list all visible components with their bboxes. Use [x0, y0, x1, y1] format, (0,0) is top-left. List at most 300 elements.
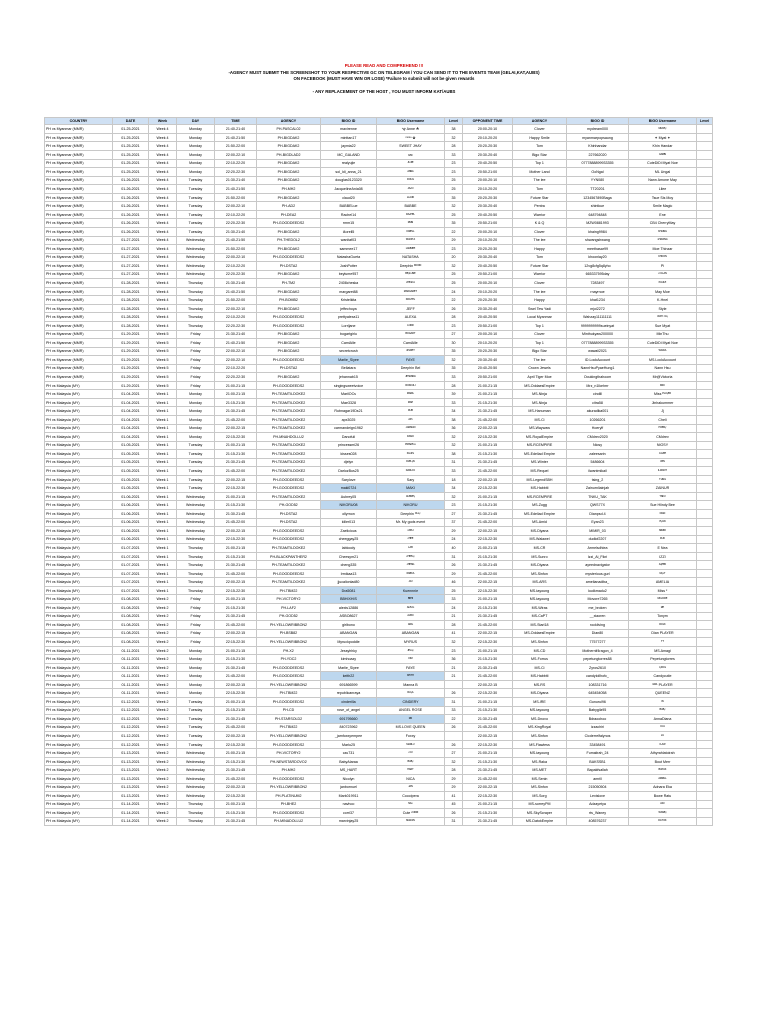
table-cell: khat1234: [567, 296, 629, 305]
table-cell: PH-BIGDAK2: [257, 347, 321, 356]
table-row: [45, 185, 713, 194]
table-cell: 20:50-21:00: [463, 321, 513, 330]
table-cell: Monday: [177, 390, 215, 399]
table-cell: [697, 552, 713, 561]
table-cell: PH vs Malaysia (MY): [45, 629, 113, 638]
table-cell: realyujie: [321, 159, 377, 168]
table-cell: PH vs Myanmar (MMR): [45, 253, 113, 262]
table-row: [45, 698, 713, 707]
table-cell: Week 2: [149, 774, 177, 783]
table-cell: 01-13-2021: [113, 774, 149, 783]
table-cell: Irmikaa13: [321, 569, 377, 578]
table-cell: Week 4: [149, 219, 177, 228]
table-row: [45, 535, 713, 544]
table-cell: PH-BIGDAK2: [257, 287, 321, 296]
table-cell: Friday: [177, 629, 215, 638]
table-cell: MIMIR_03: [567, 527, 629, 536]
table-cell: Hoerylf: [567, 424, 629, 433]
table-cell: Bapakfsallah: [567, 766, 629, 775]
table-row: [45, 783, 713, 792]
table-cell: 01-04-2021: [113, 415, 149, 424]
column-header: BIGO Username: [629, 118, 697, 125]
table-cell: killer013: [321, 518, 377, 527]
table-row: [45, 381, 713, 390]
table-cell: [445, 680, 463, 689]
table-cell: 01-08-2021: [113, 612, 149, 621]
table-cell: 24: [445, 287, 463, 296]
table-cell: PH-GOODDEEDS2: [257, 672, 321, 681]
table-cell: [697, 817, 713, 826]
table-cell: MS-Sunro: [513, 552, 567, 561]
table-cell: Week 2: [149, 672, 177, 681]
table-cell: zaleesarin: [567, 450, 629, 459]
table-cell: ᴹᴬᴿᴵᴸ: [377, 390, 445, 399]
table-cell: MS-Diyana: [513, 689, 567, 698]
table-cell: bogartgirlu: [321, 330, 377, 339]
table-cell: MS-Sorg: [513, 792, 567, 801]
table-cell: MS-tayoung: [513, 595, 567, 604]
table-cell: PH vs Malaysia (MY): [45, 467, 113, 476]
table-cell: ᴶᴱˢˢᵞ: [377, 646, 445, 655]
table-cell: PH-AD2: [257, 202, 321, 211]
table-cell: Pentra: [513, 202, 567, 211]
table-cell: Week 1: [149, 415, 177, 424]
table-cell: princessmi26: [321, 441, 377, 450]
table-cell: 21:00-21:15: [215, 595, 257, 604]
table-cell: Babygilz95: [567, 706, 629, 715]
table-cell: Tuesday: [177, 202, 215, 211]
table-cell: ᴷᴱᴵᵀᴴ: [377, 672, 445, 681]
table-cell: [697, 629, 713, 638]
table-cell: 9999999999sueinyat: [567, 321, 629, 330]
table-cell: DarlozBus25: [321, 467, 377, 476]
table-cell: 20:00-20:10: [463, 330, 513, 339]
table-cell: Khinhandar: [567, 142, 629, 151]
table-cell: E Nea: [629, 544, 697, 553]
table-cell: PH-PLATINUM2: [257, 792, 321, 801]
table-cell: Wednesday: [177, 245, 215, 254]
table-cell: 26: [445, 304, 463, 313]
table-cell: [697, 732, 713, 741]
table-cell: ᶻᴬᴱᴸᴵ: [377, 527, 445, 536]
table-cell: PH vs Malaysia (MY): [45, 398, 113, 407]
table-cell: ᴵᴿᴹᴵᴷᴬ: [377, 569, 445, 578]
table-cell: [697, 706, 713, 715]
table-cell: MS-RoyalEmpire: [513, 433, 567, 442]
table-cell: 32: [445, 441, 463, 450]
table-cell: PH vs Malaysia (MY): [45, 578, 113, 587]
table-cell: jehannab15: [321, 373, 377, 382]
table-cell: 38: [445, 125, 463, 134]
table-cell: 21:45-22:00: [463, 518, 513, 527]
table-cell: The lee: [513, 176, 567, 185]
table-cell: Monday: [177, 415, 215, 424]
table-cell: 7283497: [567, 279, 629, 288]
table-cell: 22:10-22:20: [215, 364, 257, 373]
table-cell: ᴰᴼᵁᴳ: [377, 176, 445, 185]
table-row: [45, 655, 713, 664]
table-cell: 29: [445, 783, 463, 792]
table-row: [45, 159, 713, 168]
table-cell: ᴹᵞˢᵀ: [629, 569, 697, 578]
table-cell: 20:20-20:30: [463, 245, 513, 254]
table-cell: ᴸᴼᴿᴿ: [377, 321, 445, 330]
table-cell: Nann Hsu: [629, 364, 697, 373]
table-cell: PH-TEAMTILDOKE2: [257, 458, 321, 467]
table-cell: PH-BIGDAK2: [257, 245, 321, 254]
table-cell: 648794848: [567, 210, 629, 219]
table-row: [45, 279, 713, 288]
table-cell: [697, 612, 713, 621]
table-cell: Week 4: [149, 227, 177, 236]
table-cell: 691866599: [321, 680, 377, 689]
table-cell: ✦ Myat ✦: [629, 133, 697, 142]
table-cell: 20: [445, 253, 463, 262]
table-cell: PH vs Malaysia (MY): [45, 749, 113, 758]
table-cell: ᴬᴺᴺᴬ: [377, 168, 445, 177]
table-cell: PH-STARSOLD2: [257, 715, 321, 724]
table-cell: ᶜᴴᴱᴺᴳ: [377, 561, 445, 570]
table-cell: Week 1: [149, 544, 177, 553]
table-cell: dudlof2207: [567, 535, 629, 544]
table-cell: Jinhakummer: [629, 398, 697, 407]
table-cell: JoshPotter: [321, 262, 377, 271]
table-cell: PH-TEAMTILDOKE2: [257, 398, 321, 407]
table-cell: 27: [445, 510, 463, 519]
table-cell: Kristelkita: [321, 296, 377, 305]
table-cell: MS-Waywaw: [513, 424, 567, 433]
table-cell: PH vs Myanmar (MMR): [45, 159, 113, 168]
table-cell: PH vs Malaysia (MY): [45, 809, 113, 818]
table-cell: [697, 433, 713, 442]
table-cell: 01-04-2021: [113, 424, 149, 433]
table-cell: rnayrnoe: [567, 287, 629, 296]
table-row: [45, 809, 713, 818]
table-cell: MS.Amagi: [629, 646, 697, 655]
table-cell: Bdraoohoo: [567, 715, 629, 724]
table-cell: [697, 527, 713, 536]
table-cell: 20:10-20:20: [463, 287, 513, 296]
table-cell: PH vs Myanmar (MMR): [45, 236, 113, 245]
table-cell: 38: [445, 415, 463, 424]
table-cell: kudkmadu2: [567, 586, 629, 595]
table-cell: Wednesday: [177, 510, 215, 519]
table-cell: [697, 347, 713, 356]
table-cell: 22:15-22:30: [463, 792, 513, 801]
table-cell: 22:15-22:30: [215, 586, 257, 595]
table-cell: Dra5081: [321, 586, 377, 595]
table-cell: 22:20-22:30: [215, 168, 257, 177]
table-cell: ᶜᴸᴬᵁᴰ: [377, 193, 445, 202]
table-cell: 22:20-22:30: [215, 321, 257, 330]
table-cell: PH vs Malaysia (MY): [45, 415, 113, 424]
table-row: [45, 390, 713, 399]
table-cell: [697, 381, 713, 390]
table-cell: Clover: [513, 279, 567, 288]
table-cell: 39: [445, 390, 463, 399]
table-cell: Week 4: [149, 296, 177, 305]
table-cell: Clover: [513, 125, 567, 134]
table-cell: amrill: [567, 774, 629, 783]
table-cell: Tuesday: [177, 185, 215, 194]
table-row: [45, 800, 713, 809]
table-cell: ᴿᴬᶜᴴᴱᴸ: [377, 210, 445, 219]
table-cell: PH-BIGDLAD2: [257, 151, 321, 160]
table-cell: PH vs Malaysia (MY): [45, 689, 113, 698]
table-cell: [697, 783, 713, 792]
table-cell: [697, 168, 713, 177]
table-cell: 21:15-21:30: [215, 706, 257, 715]
table-cell: 0777888899933355: [567, 339, 629, 348]
table-cell: MS-RS: [513, 680, 567, 689]
table-cell: Week 1: [149, 552, 177, 561]
table-row: [45, 424, 713, 433]
column-header: AGENCY: [513, 118, 567, 125]
table-cell: Myruckpoddle: [321, 638, 377, 647]
table-cell: PH vs Myanmar (MMR): [45, 245, 113, 254]
table-cell: [697, 339, 713, 348]
table-cell: 01-29-2021: [113, 347, 149, 356]
table-cell: PH-YELLOWRIBBON2: [257, 621, 321, 630]
table-cell: 21:00-21:15: [215, 800, 257, 809]
table-cell: Friday: [177, 330, 215, 339]
table-cell: 108331716: [567, 680, 629, 689]
table-cell: 28: [445, 766, 463, 775]
table-cell: 21:00-21:15: [215, 390, 257, 399]
table-cell: Minthukyaw200000: [567, 330, 629, 339]
table-cell: PH-GOODDEEDS2: [257, 484, 321, 493]
table-row: [45, 527, 713, 536]
table-cell: 37: [445, 518, 463, 527]
table-cell: Mr. My gods event: [377, 518, 445, 527]
column-header: DATE: [113, 118, 149, 125]
table-cell: Danofuli: [321, 433, 377, 442]
table-cell: 01-06-2021: [113, 518, 149, 527]
table-cell: ᶜᴴᴱᴱˢᵞ: [377, 552, 445, 561]
table-cell: kisses028: [321, 450, 377, 459]
table-cell: Week 2: [149, 783, 177, 792]
table-cell: 29: [445, 774, 463, 783]
table-cell: ZAINUR: [629, 484, 697, 493]
table-cell: PH vs Myanmar (MMR): [45, 168, 113, 177]
table-cell: MS-tayoung: [513, 749, 567, 758]
table-cell: 01-06-2021: [113, 510, 149, 519]
table-cell: [697, 698, 713, 707]
table-cell: Tuesday: [177, 227, 215, 236]
table-cell: Monday: [177, 655, 215, 664]
column-header: DAY: [177, 118, 215, 125]
table-cell: 32: [445, 433, 463, 442]
table-cell: The lee: [513, 236, 567, 245]
table-cell: PH vs Malaysia (MY): [45, 646, 113, 655]
table-cell: 01-25-2021: [113, 159, 149, 168]
table-cell: ᴰᴬᴿᴸᴼᶻ: [377, 467, 445, 476]
table-cell: meethasar99: [567, 245, 629, 254]
table-cell: 22:10-22:20: [215, 313, 257, 322]
table-cell: 21: [445, 672, 463, 681]
table-cell: apx3025: [321, 415, 377, 424]
table-row: [45, 595, 713, 604]
table-cell: 01-25-2021: [113, 168, 149, 177]
table-cell: BabyAlaraa: [321, 757, 377, 766]
table-cell: 18: [445, 475, 463, 484]
table-cell: Pepetungtorres: [629, 655, 697, 664]
table-cell: MS-Ninja: [513, 390, 567, 399]
table-cell: Wednesday: [177, 783, 215, 792]
table-cell: Thursday: [177, 569, 215, 578]
table-cell: pepetungtorres88: [567, 655, 629, 664]
table-row: [45, 621, 713, 630]
table-cell: Tsue Sis Moy: [629, 193, 697, 202]
table-cell: [697, 561, 713, 570]
table-row: [45, 373, 713, 382]
table-cell: ᴿᴹᴹ: [377, 219, 445, 228]
table-cell: [697, 458, 713, 467]
table-cell: 21:45-22:00: [463, 467, 513, 476]
table-cell: BABBE: [377, 202, 445, 211]
table-cell: 22:00-22:10: [215, 151, 257, 160]
table-cell: PH-TM2: [257, 279, 321, 288]
table-cell: Clover: [513, 227, 567, 236]
table-cell: 01-05-2021: [113, 450, 149, 459]
table-cell: ᴬˢᴮᴼ: [377, 612, 445, 621]
table-cell: rockliving: [567, 621, 629, 630]
table-cell: 01-11-2021: [113, 663, 149, 672]
table-cell: 21:50-22:00: [215, 296, 257, 305]
table-cell: PH vs Myanmar (MMR): [45, 202, 113, 211]
table-cell: Dian PLAYER: [629, 629, 697, 638]
table-cell: shwangshwang: [567, 236, 629, 245]
table-cell: Week 4: [149, 313, 177, 322]
table-cell: 21:00-21:15: [463, 390, 513, 399]
table-cell: Friday: [177, 604, 215, 613]
table-cell: alexis12886: [321, 604, 377, 613]
table-cell: Bellatara: [321, 364, 377, 373]
table-cell: 20:20-20:30: [463, 347, 513, 356]
table-cell: 22:00-22:10: [215, 304, 257, 313]
table-cell: PH-BIGDAK2: [257, 373, 321, 382]
table-cell: PH-GOODDEEDS2: [257, 219, 321, 228]
table-row: [45, 407, 713, 416]
table-cell: Zainurnliainjah: [567, 484, 629, 493]
table-cell: Lilee: [629, 185, 697, 194]
table-cell: 21:30-21:45: [463, 766, 513, 775]
table-cell: PH-TBM22: [257, 586, 321, 595]
table-cell: 01-06-2021: [113, 501, 149, 510]
column-header: BIGO ID: [321, 118, 377, 125]
table-cell: 01-28-2021: [113, 296, 149, 305]
table-cell: PH vs Malaysia (MY): [45, 774, 113, 783]
table-cell: 21:30-21:45: [215, 817, 257, 826]
table-cell: Tuesday: [177, 219, 215, 228]
table-cell: Mothernlf4ragon_4: [567, 646, 629, 655]
table-cell: Sarylove: [321, 475, 377, 484]
table-row: [45, 133, 713, 142]
table-cell: 01-07-2021: [113, 586, 149, 595]
table-cell: Week 2: [149, 621, 177, 630]
table-cell: CuteDiDi Myat Noe: [629, 159, 697, 168]
table-row: [45, 467, 713, 476]
table-cell: ᵀᴺᴷᵁ: [629, 492, 697, 501]
table-cell: 20:30-20:40: [463, 202, 513, 211]
table-cell: 21:30-21:45: [215, 510, 257, 519]
table-row: [45, 706, 713, 715]
table-cell: [697, 245, 713, 254]
table-cell: PH vs Myanmar (MMR): [45, 193, 113, 202]
table-cell: PH vs Malaysia (MY): [45, 501, 113, 510]
table-cell: Tuesday: [177, 723, 215, 732]
table-cell: 01-13-2021: [113, 749, 149, 758]
table-cell: Thursday: [177, 552, 215, 561]
table-cell: 21:30-21:45: [463, 510, 513, 519]
table-cell: Deephin ᴼᴸᴸᵞ: [377, 510, 445, 519]
table-cell: BABBELue: [321, 202, 377, 211]
table-cell: 22:00-22:15: [463, 424, 513, 433]
table-cell: 22:15-22:30: [463, 740, 513, 749]
table-cell: 21:40-21:50: [215, 339, 257, 348]
table-cell: 32: [445, 262, 463, 271]
table-cell: MS-Requel: [513, 467, 567, 476]
table-cell: Candycutie: [629, 672, 697, 681]
table-cell: 20:10-20:20: [463, 185, 513, 194]
table-cell: 01-25-2021: [113, 151, 149, 160]
table-cell: akuradika001: [567, 407, 629, 416]
table-cell: Zaelicious: [321, 527, 377, 536]
table-cell: K-Hnel: [629, 296, 697, 305]
table-cell: PH-BSB82: [257, 629, 321, 638]
table-row: [45, 142, 713, 151]
table-cell: PH vs Myanmar (MMR): [45, 287, 113, 296]
table-cell: ᵂᴬᴺᴵᵀᴬ: [377, 236, 445, 245]
table-cell: PH-THEDOL2: [257, 236, 321, 245]
table-cell: Thursday: [177, 296, 215, 305]
table-cell: Week 1: [149, 569, 177, 578]
table-cell: PH vs Malaysia (MY): [45, 475, 113, 484]
table-cell: ᴮᴱᵞᴸᵁᴹᴱ: [377, 270, 445, 279]
table-cell: 01-08-2021: [113, 595, 149, 604]
table-cell: NatashaGueta: [321, 253, 377, 262]
table-cell: 21:40-21:50: [215, 236, 257, 245]
table-cell: PH vs Malaysia (MY): [45, 680, 113, 689]
table-cell: ML Ungal: [629, 168, 697, 177]
table-cell: PH vs Malaysia (MY): [45, 441, 113, 450]
table-cell: ASBO8627: [321, 612, 377, 621]
table-cell: PH vs Malaysia (MY): [45, 757, 113, 766]
table-row: [45, 663, 713, 672]
table-cell: PH vs Myanmar (MMR): [45, 210, 113, 219]
table-cell: PH-NEWSTARDOVO2: [257, 757, 321, 766]
table-cell: PH vs Malaysia (MY): [45, 433, 113, 442]
table-cell: minttan17: [321, 133, 377, 142]
table-cell: Mother Land: [513, 168, 567, 177]
table-cell: PH-YELLOWRIBBON2: [257, 732, 321, 741]
table-cell: Week 2: [149, 809, 177, 818]
table-cell: Sary: [377, 475, 445, 484]
table-cell: PH-GOODDEEDS2: [257, 774, 321, 783]
table-cell: margaret88: [321, 287, 377, 296]
table-cell: 22:20-22:30: [215, 219, 257, 228]
table-cell: 01-12-2021: [113, 715, 149, 724]
table-cell: republicanraya: [321, 689, 377, 698]
table-cell: carmandeign1962: [321, 424, 377, 433]
table-cell: MS-KingRoyal: [513, 723, 567, 732]
table-header-row: [45, 118, 713, 125]
table-cell: 20:00-20:10: [463, 279, 513, 288]
table-cell: 22:20-22:30: [215, 270, 257, 279]
table-cell: Wednesday: [177, 527, 215, 536]
table-cell: izzachiri: [567, 723, 629, 732]
notice-spacer: [0, 83, 768, 90]
